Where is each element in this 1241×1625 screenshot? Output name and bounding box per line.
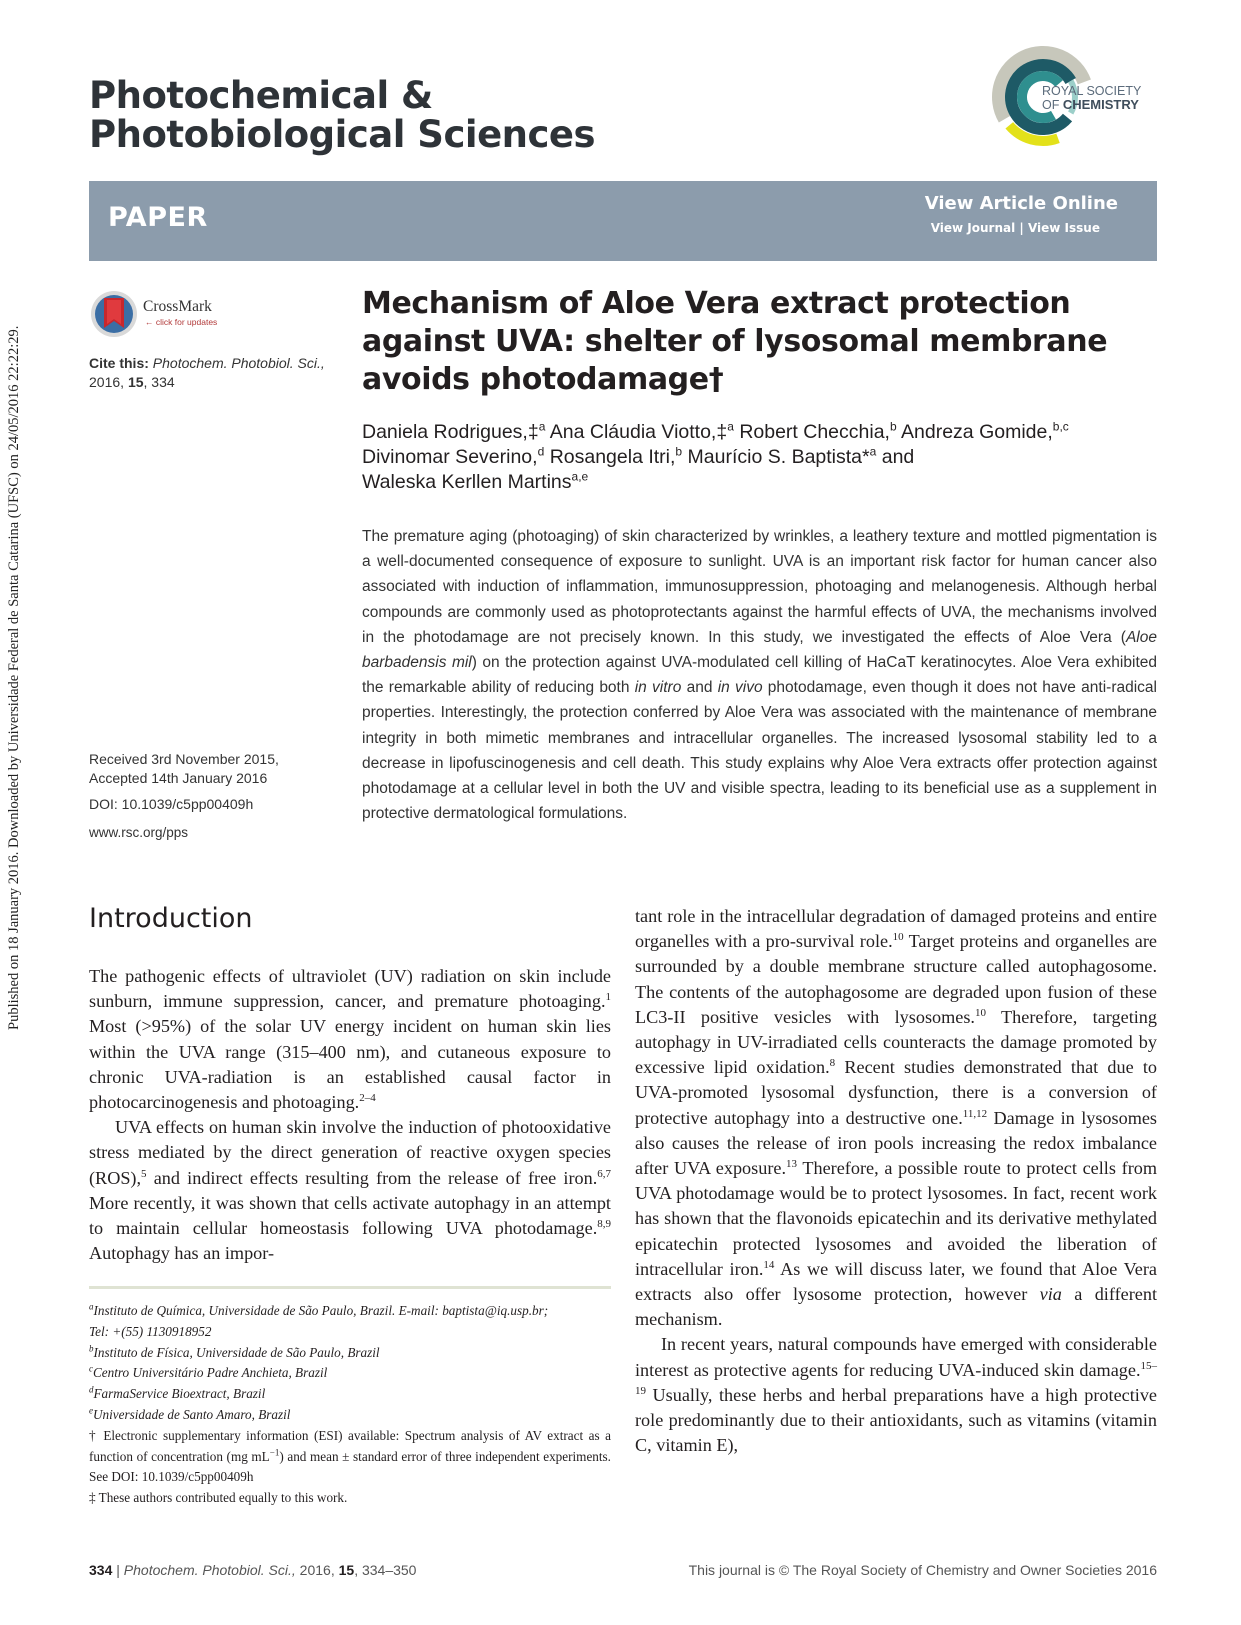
abstract-text: The premature aging (photoaging) of skin characterized by wrinkles, a leathery texture and mottled pigmentation is a well-documented consequence of exposure to sunlight. UVA is an important risk factor for human cancer also associated with induction of inflammation, immunosuppression, photoaging and melanogenesis. Although herbal compounds are commonly used as photoprotectants against the harmful effects of UVA, the mechanisms involved in the photodamage are not precisely known. In this study, we investigated the effects of Aloe Vera ( <box>362 528 1157 646</box>
journal-title-line1: Photochemical & <box>89 74 433 117</box>
footnote-affiliation <box>89 1363 611 1384</box>
abstract-text: photodamage, even though it does not have anti-radical properties. Interestingly, the protection conferred by Aloe Vera was associated with the maintenance of membrane integrity in both mimetic membranes and intracellular organelles. The increased lysosomal stability led to a decrease in lipofuscinogenesis and cell death. This study explains why Aloe Vera extracts offer protection against photodamage at a cellular level in both the UV and visible spectra, leading to its beneficial use as a supplement in protective dermatological formulations. <box>362 679 1157 823</box>
abstract-in-vivo: in vivo <box>717 679 763 697</box>
text: Damage in lysosomes also causes the release of iron pools increasing the redox imbalance after UVA exposure. <box>635 1107 1157 1179</box>
paragraph <box>89 1115 611 1266</box>
paragraph <box>635 904 1157 1332</box>
author: Waleska Kerllen Martins <box>362 471 572 493</box>
footer-pages: , 334–350 <box>354 1562 417 1578</box>
page-number: 334 <box>89 1562 113 1578</box>
citation[interactable]: 10 <box>892 931 904 944</box>
view-journal-link[interactable]: View Journal <box>930 221 1016 235</box>
banner-sublinks <box>931 221 1100 235</box>
text: Autophagy has an impor- <box>89 1243 275 1264</box>
article-title: Mechanism of Aloe Vera extract protection against UVA: shelter of lysosomal membrane avoids photodamage† <box>362 286 1108 397</box>
author: Daniela Rodrigues, <box>362 421 528 443</box>
citation[interactable]: 11,12 <box>962 1107 988 1120</box>
footnote-mark: b <box>89 1343 94 1354</box>
body-column-left <box>89 964 611 1266</box>
abstract-text: and <box>681 679 718 697</box>
abstract-text: ) on the protection against UVA-modulated cell killing of HaCaT keratinocytes. Aloe Vera exhibited the remarkable ability of reducing both <box>362 654 1157 697</box>
author: Maurício S. Baptista <box>687 446 863 468</box>
footnote-affiliation <box>89 1301 611 1322</box>
abstract-species: Aloe barbadensis mil <box>362 628 1157 672</box>
author-aff: a <box>869 444 877 459</box>
text: UVA effects on human skin involve the induction of photooxidative stress mediated by the direct generation of reactive oxygen species (ROS), <box>89 1117 611 1188</box>
crossmark-sub[interactable]: ← click for updates <box>145 317 218 327</box>
citation[interactable]: 13 <box>786 1157 797 1170</box>
author-aff: b <box>889 419 897 434</box>
footnote-text: FarmaService Bioextract, Brazil <box>93 1386 266 1402</box>
text: Usually, these herbs and herbal preparations have a high protective role predominantly due to their antioxidants, such as vitamins (vitamin C, vitamin E), <box>635 1384 1157 1456</box>
rsc-line2 <box>1042 98 1141 112</box>
citation[interactable]: 5 <box>141 1167 147 1180</box>
citation[interactable]: 6,7 <box>597 1167 611 1180</box>
article-type-banner <box>89 181 1157 261</box>
footnote-affiliation <box>89 1343 611 1364</box>
body-column-right <box>635 904 1157 1458</box>
footnote-mark: c <box>89 1364 93 1374</box>
abstract-in-vitro: in vitro <box>634 679 682 697</box>
footnote-affiliation <box>89 1405 611 1426</box>
text: Therefore, targeting autophagy in UV-irradiated cells counteracts the damage promoted by excessive lipid oxidation. <box>635 1006 1157 1078</box>
footnote-mark: d <box>89 1384 94 1395</box>
accepted-date: Accepted 14th January 2016 <box>89 770 268 786</box>
text: and indirect effects resulting from the release of free iron. <box>146 1167 598 1188</box>
cite-year: 2016, <box>89 374 125 390</box>
citation[interactable]: 14 <box>763 1258 775 1271</box>
section-heading: Introduction <box>89 903 253 934</box>
rsc-line2-bold: CHEMISTRY <box>1062 97 1139 112</box>
paragraph <box>89 964 611 1115</box>
rsc-line1: ROYAL SOCIETY <box>1042 84 1142 98</box>
author: Robert Checchia, <box>739 421 890 443</box>
text: Target proteins and organelles are surrounded by a double membrane structure called autophagosome. The contents of the autophagosome are degraded upon fusion of these LC3-II positive vesicles with lysosomes. <box>635 931 1157 1027</box>
author-mark: ‡ <box>716 421 728 443</box>
footnote-mark: e <box>89 1405 93 1416</box>
citation[interactable]: 10 <box>974 1006 986 1019</box>
text: In recent years, natural compounds have emerged with considerable interest as protective agents for reducing UVA-induced skin damage. <box>635 1334 1157 1380</box>
text: The pathogenic effects of ultraviolet (UV) radiation on skin include sunburn, immune suppression, cancer, and premature photoaging. <box>89 966 611 1012</box>
footnote-text: ) and mean ± standard error of three independent experiments. See DOI: 10.1039/c5pp00409h <box>89 1448 611 1485</box>
banner-separator: | <box>1019 221 1024 235</box>
author-aff: b,c <box>1052 419 1069 434</box>
footer-sep: | <box>116 1562 120 1578</box>
cite-this <box>89 354 349 392</box>
author: Andreza Gomide, <box>901 421 1053 443</box>
author: Rosangela Itri, <box>549 446 676 468</box>
author-aff: a,e <box>571 469 589 484</box>
cite-journal: Photochem. Photobiol. Sci., <box>152 355 325 371</box>
footnote-text: Instituto de Química, Universidade de São Paulo, Brazil. E-mail: baptista@iq.usp.br; <box>93 1303 549 1318</box>
author: Divinomar Severino, <box>362 446 538 468</box>
author-list <box>362 420 1152 495</box>
author-aff: a <box>538 419 546 434</box>
footnotes <box>89 1301 611 1509</box>
view-issue-link[interactable]: View Issue <box>1027 221 1100 235</box>
author: Ana Cláudia Viotto, <box>549 421 717 443</box>
footnote-esi <box>89 1426 611 1488</box>
footnote-affiliation <box>89 1384 611 1405</box>
rsc-line2-prefix: OF <box>1042 98 1063 112</box>
author-and: and <box>881 446 915 468</box>
footnote-mark: a <box>89 1301 94 1312</box>
side-note-text: Published on 18 January 2016. Downloaded by Universidade Federal de Santa Catarina (UFSC) on 24/05/2016 22:22:29. <box>6 325 22 1030</box>
citation[interactable]: 8 <box>829 1057 836 1070</box>
footnote-text: Centro Universitário Padre Anchieta, Brazil <box>93 1365 328 1381</box>
publication-side-note <box>6 210 28 1030</box>
citation[interactable]: 1 <box>605 991 611 1004</box>
citation[interactable]: 2–4 <box>359 1091 376 1104</box>
article-type-label: PAPER <box>108 202 208 233</box>
crossmark-label[interactable]: CrossMark <box>143 298 212 315</box>
text: More recently, it was shown that cells activate autophagy in an attempt to maintain cellular homeostasis following UVA photodamage. <box>89 1192 611 1239</box>
text: Therefore, a possible route to protect cells from UVA photodamage would be to protect lysosomes. In fact, recent work has shown that the flavonoids epicatechin and its derivative methylated epicatechin protected lysosomes and avoided the liberation of intracellular iron. <box>635 1158 1157 1279</box>
journal-title-line2: Photobiological Sciences <box>89 113 596 156</box>
abstract <box>362 524 1157 826</box>
citation[interactable]: 15–19 <box>635 1359 1157 1397</box>
page-footer-copyright: This journal is © The Royal Society of Chemistry and Owner Societies 2016 <box>688 1562 1157 1578</box>
journal-url[interactable]: www.rsc.org/pps <box>89 825 189 840</box>
doi[interactable]: DOI: 10.1039/c5pp00409h <box>89 796 254 812</box>
citation[interactable]: 8,9 <box>597 1217 611 1230</box>
text: Recent studies demonstrated that due to UVA-promoted lysosomal dysfunction, there is a conversion of protective autophagy into a destructive one. <box>635 1057 1157 1128</box>
rsc-logo-text <box>1042 84 1141 112</box>
article-meta <box>89 750 339 842</box>
view-article-online-link[interactable]: View Article Online <box>924 193 1118 214</box>
footer-journal: Photochem. Photobiol. Sci., <box>123 1562 296 1578</box>
author-aff: b <box>675 444 683 459</box>
author-aff: a <box>727 419 734 434</box>
author-mark: * <box>862 446 870 468</box>
text: Most (>95%) of the solar UV energy incident on human skin lies within the UVA range (315–400 nm), and cutaneous exposure to chronic UVA-radiation is an established causal factor in photocarcinogenesis and photoaging. <box>89 1016 611 1113</box>
crossmark-sub-text: click for updates <box>155 317 218 327</box>
footnote-sup: −1 <box>269 1447 280 1458</box>
cite-label: Cite this: <box>89 355 149 371</box>
footnote-text: Universidade de Santo Amaro, Brazil <box>93 1406 291 1422</box>
footnote-equal: ‡ These authors contributed equally to this work. <box>89 1490 348 1506</box>
author-mark: ‡ <box>527 421 539 443</box>
text: a different mechanism. <box>635 1284 1157 1330</box>
footnote-divider <box>89 1286 611 1289</box>
cite-page: , 334 <box>143 374 175 390</box>
footer-volume: 15 <box>338 1562 355 1578</box>
cite-volume: 15 <box>127 374 144 390</box>
footnote-tel: Tel: +(55) 1130918952 <box>89 1323 212 1339</box>
text-italic: via <box>1039 1284 1062 1305</box>
page-footer-left <box>89 1562 416 1578</box>
author-aff: d <box>537 444 545 459</box>
text: tant role in the intracellular degradation of damaged proteins and entire organelles with a pro-survival role. <box>635 906 1157 952</box>
journal-title <box>89 76 595 154</box>
text: As we will discuss later, we found that Aloe Vera extracts also offer lysosome protection, however <box>635 1258 1157 1305</box>
footnote-text: † Electronic supplementary information (ESI) available: Spectrum analysis of AV extract as a function of concentration (mg mL <box>89 1427 611 1464</box>
paragraph <box>635 1332 1157 1458</box>
footer-year: 2016, <box>299 1562 335 1578</box>
footnote-text: Instituto de Física, Universidade de São Paulo, Brazil <box>93 1344 380 1360</box>
received-date: Received 3rd November 2015, <box>89 751 279 767</box>
